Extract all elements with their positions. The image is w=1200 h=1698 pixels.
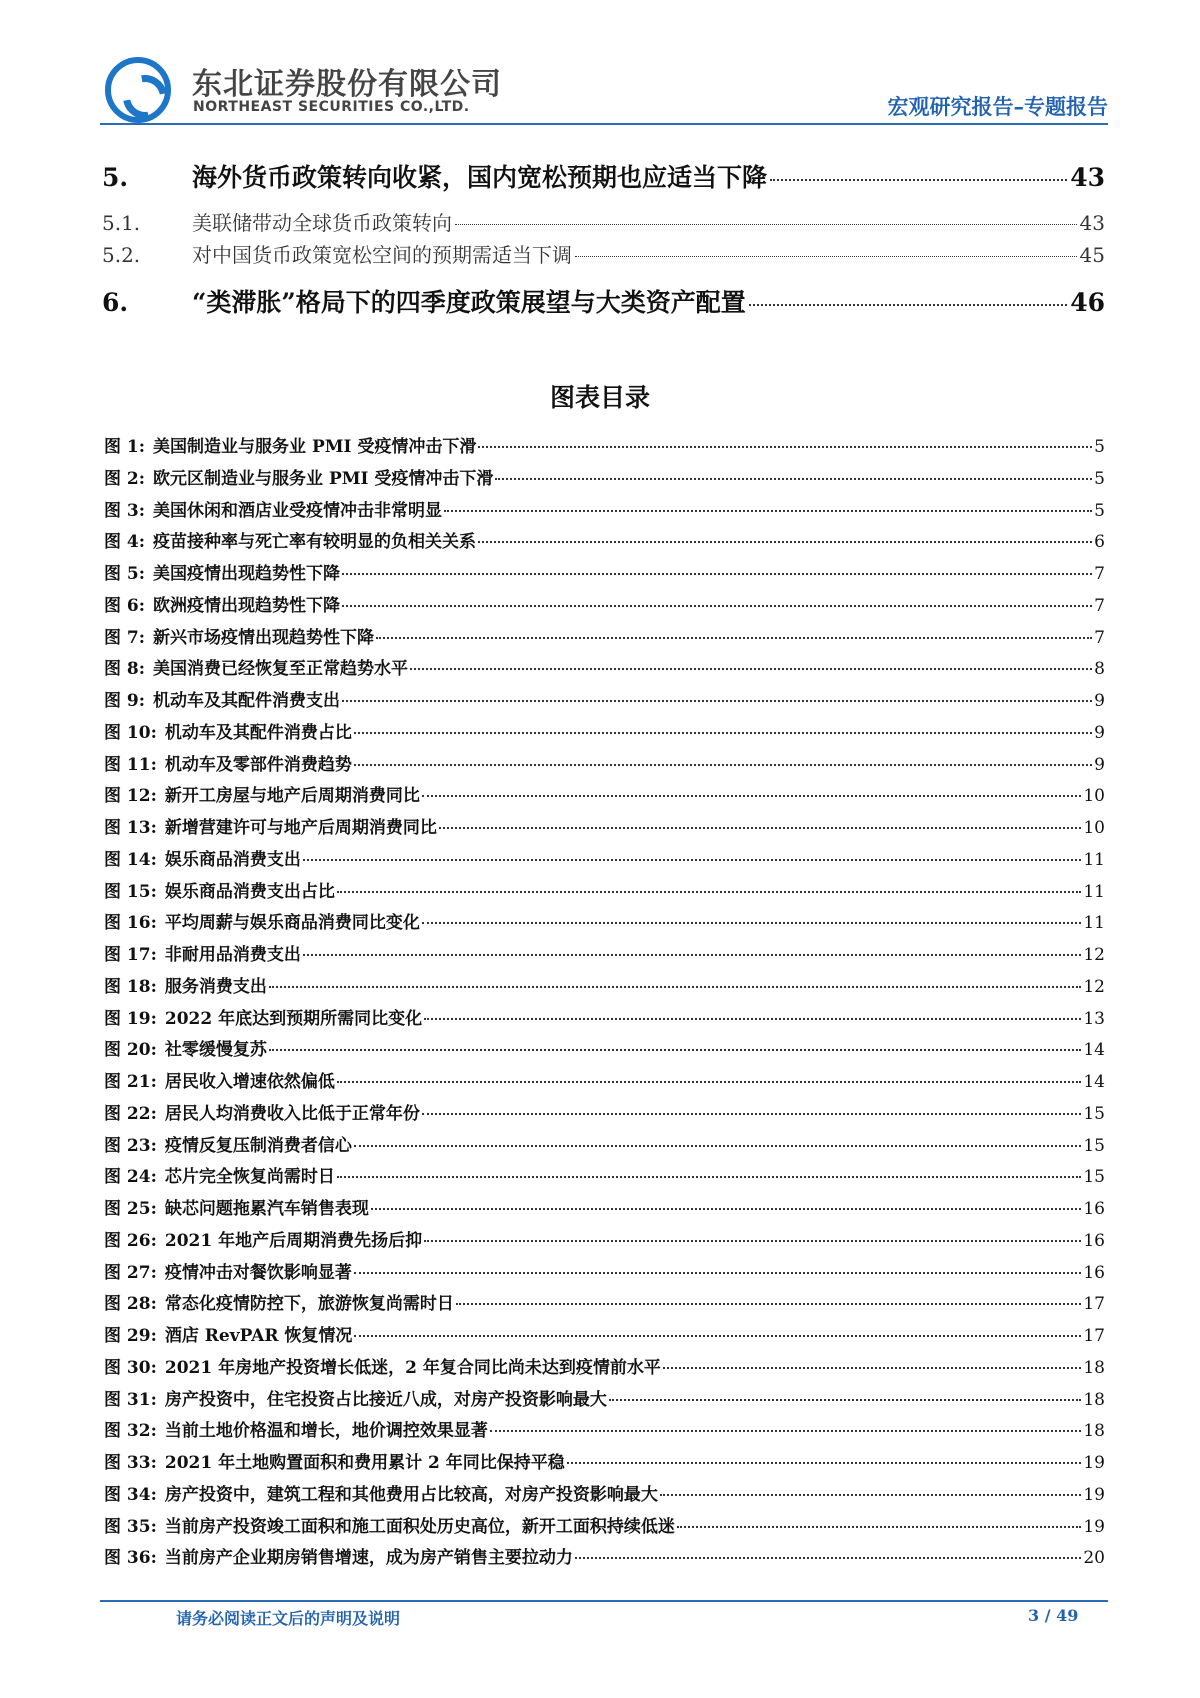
figure-label: 图 36:: [104, 1548, 157, 1569]
figure-page: 15: [1083, 1167, 1105, 1188]
figure-entry[interactable]: [104, 845, 1105, 870]
figure-label: 图 35:: [104, 1516, 157, 1537]
dot-leader: [410, 668, 1092, 670]
figure-title: 美国休闲和酒店业受疫情冲击非常明显: [153, 500, 443, 521]
figure-label: 图 1:: [104, 437, 146, 457]
dot-leader: [456, 1303, 1082, 1305]
figure-entry[interactable]: [104, 1385, 1105, 1410]
figure-label: 图 26:: [104, 1230, 157, 1251]
dot-leader: [337, 1176, 1082, 1178]
figure-page: 12: [1083, 945, 1105, 965]
figure-title: 缺芯问题拖累汽车销售表现: [164, 1199, 369, 1219]
figure-label: 图 29:: [104, 1326, 157, 1346]
figure-label: 图 4:: [104, 532, 146, 553]
figure-entry[interactable]: [104, 718, 1105, 743]
figure-entry[interactable]: [104, 1480, 1105, 1505]
figure-entry[interactable]: [104, 813, 1105, 838]
figure-title: 服务消费支出: [164, 976, 267, 997]
figure-entry[interactable]: [104, 1448, 1105, 1473]
report-type: 宏观研究报告–专题报告: [887, 94, 1108, 119]
figure-title: 居民收入增速依然偏低: [164, 1072, 335, 1092]
figure-label: 图 3:: [104, 500, 146, 521]
figure-title: 酒店 RevPAR 恢复情况: [164, 1326, 353, 1346]
company-name-en: NORTHEAST SECURITIES CO.,LTD.: [193, 99, 470, 115]
dot-leader: [376, 637, 1092, 639]
figure-entry[interactable]: [104, 496, 1105, 521]
figure-title: 房产投资中，建筑工程和其他费用占比较高，对房产投资影响最大: [164, 1484, 658, 1505]
figure-label: 图 9:: [104, 691, 146, 711]
figure-entry[interactable]: [104, 527, 1105, 552]
figure-page: 20: [1083, 1548, 1105, 1569]
figure-page: 18: [1083, 1357, 1105, 1378]
figure-title: 当前土地价格温和增长，地价调控效果显著: [164, 1421, 488, 1442]
figure-entry[interactable]: [104, 908, 1105, 933]
dot-leader: [609, 1399, 1082, 1401]
figure-label: 图 10:: [104, 722, 157, 743]
toc-page: 46: [1070, 288, 1105, 317]
figure-label: 图 23:: [104, 1135, 157, 1156]
figure-entry[interactable]: [104, 877, 1105, 902]
figure-title: 居民人均消费收入比低于正常年份: [164, 1103, 420, 1124]
figure-page: 5: [1094, 437, 1105, 457]
toc-entry[interactable]: [102, 239, 1105, 268]
figure-title: 非耐用品消费支出: [164, 945, 301, 965]
toc-page: 45: [1079, 243, 1105, 267]
dot-leader: [575, 1557, 1082, 1559]
dot-leader: [495, 478, 1092, 480]
figure-page: 5: [1094, 500, 1105, 521]
figure-page: 13: [1083, 1008, 1105, 1029]
dot-leader: [490, 1430, 1082, 1432]
figure-entry[interactable]: [104, 686, 1105, 711]
figure-label: 图 22:: [104, 1103, 157, 1124]
figure-title: 疫苗接种率与死亡率有较明显的负相关关系: [153, 532, 477, 553]
dot-leader: [342, 573, 1092, 575]
figure-page: 14: [1083, 1072, 1105, 1092]
figure-entry[interactable]: [104, 559, 1105, 584]
figure-title: 2021 年土地购置面积和费用累计 2 年同比保持平稳: [164, 1453, 565, 1473]
figure-page: 18: [1083, 1421, 1105, 1442]
figure-title: 疫情冲击对餐饮影响显著: [164, 1262, 352, 1283]
figure-label: 图 33:: [104, 1453, 157, 1473]
figure-label: 图 6:: [104, 595, 146, 616]
figure-title: 美国疫情出现趋势性下降: [153, 564, 341, 584]
toc-number: 6.: [102, 288, 129, 317]
figure-label: 图 12:: [104, 786, 157, 807]
figure-label: 图 18:: [104, 976, 157, 997]
dot-leader: [770, 179, 1067, 181]
dot-leader: [354, 1145, 1082, 1147]
figure-entry[interactable]: [104, 1035, 1105, 1060]
figure-entry[interactable]: [104, 1067, 1105, 1092]
figure-entry[interactable]: [104, 1162, 1105, 1187]
list-of-figures-title: 图表目录: [549, 383, 650, 412]
figure-label: 图 19:: [104, 1008, 157, 1029]
figure-label: 图 15:: [104, 881, 157, 902]
figure-entry[interactable]: [104, 1226, 1105, 1251]
toc-title: 美联储带动全球货币政策转向: [192, 211, 452, 235]
figure-label: 图 16:: [104, 913, 157, 934]
figure-title: 欧洲疫情出现趋势性下降: [153, 595, 341, 616]
figure-page: 17: [1083, 1294, 1105, 1315]
figure-title: 机动车及零部件消费趋势: [164, 754, 352, 775]
toc-title: 海外货币政策转向收紧，国内宽松预期也应适当下降: [192, 163, 768, 192]
toc-title: 对中国货币政策宽松空间的预期需适当下调: [192, 243, 572, 267]
toc-entry[interactable]: [102, 158, 1105, 194]
dot-leader: [422, 922, 1082, 924]
dot-leader: [663, 1367, 1082, 1369]
figure-title: 新兴市场疫情出现趋势性下降: [153, 627, 375, 648]
figure-label: 图 21:: [104, 1072, 157, 1092]
dot-leader: [354, 1335, 1081, 1337]
figure-page: 15: [1083, 1135, 1105, 1156]
figure-page: 11: [1083, 849, 1105, 870]
figure-entry[interactable]: [104, 464, 1105, 489]
figure-entry[interactable]: [104, 781, 1105, 806]
figure-title: 新增营建许可与地产后周期消费同比: [164, 818, 437, 838]
figure-title: 美国制造业与服务业 PMI 受疫情冲击下滑: [153, 437, 477, 457]
figure-page: 18: [1083, 1389, 1105, 1410]
dot-leader: [371, 1208, 1082, 1210]
figure-label: 图 25:: [104, 1199, 157, 1219]
figure-page: 7: [1094, 627, 1105, 648]
figure-label: 图 28:: [104, 1294, 157, 1315]
dot-leader: [439, 827, 1082, 829]
figure-label: 图 13:: [104, 818, 157, 838]
figure-page: 11: [1083, 881, 1105, 902]
figure-page: 9: [1094, 691, 1105, 711]
figure-entry[interactable]: [104, 1321, 1105, 1346]
dot-leader: [422, 795, 1082, 797]
figure-page: 16: [1083, 1199, 1105, 1219]
figure-label: 图 34:: [104, 1484, 157, 1505]
figure-label: 图 27:: [104, 1262, 157, 1283]
figure-label: 图 17:: [104, 945, 157, 965]
toc-number: 5.2.: [102, 243, 141, 267]
figure-page: 12: [1083, 976, 1105, 997]
figure-page: 8: [1094, 659, 1105, 680]
figure-entry[interactable]: [104, 1289, 1105, 1314]
figure-label: 图 32:: [104, 1421, 157, 1442]
figure-entry[interactable]: [104, 750, 1105, 775]
dot-leader: [567, 1462, 1082, 1464]
figure-title: 当前房产投资竣工面积和施工面积处历史高位，新开工面积持续低迷: [164, 1516, 675, 1537]
toc-entry[interactable]: [102, 207, 1105, 236]
footer-rule: [100, 1600, 1108, 1602]
figure-title: 新开工房屋与地产后周期消费同比: [164, 786, 420, 807]
figure-page: 14: [1083, 1040, 1105, 1061]
figure-title: 2021 年房地产投资增长低迷，2 年复合同比尚未达到疫情前水平: [164, 1357, 661, 1378]
figure-title: 常态化疫情防控下，旅游恢复尚需时日: [164, 1294, 454, 1315]
figure-page: 19: [1083, 1484, 1105, 1505]
figure-page: 7: [1094, 564, 1105, 584]
figure-page: 19: [1083, 1516, 1105, 1537]
figure-entry[interactable]: [104, 972, 1105, 997]
figure-title: 2021 年地产后周期消费先扬后抑: [164, 1230, 423, 1251]
figure-title: 当前房产企业期房销售增速，成为房产销售主要拉动力: [164, 1548, 573, 1569]
toc-number: 5.1.: [102, 211, 141, 235]
dot-leader: [354, 732, 1092, 734]
dot-leader: [478, 541, 1092, 543]
footer-disclaimer: 请务必阅读正文后的声明及说明: [176, 1609, 401, 1628]
dot-leader: [342, 700, 1092, 702]
toc-title: “类滞胀”格局下的四季度政策展望与大类资产配置: [192, 288, 746, 317]
figure-page: 7: [1094, 595, 1105, 616]
figure-entry[interactable]: [104, 1543, 1105, 1568]
figure-entry[interactable]: [104, 432, 1105, 457]
dot-leader: [337, 1081, 1082, 1083]
figure-page: 16: [1083, 1230, 1105, 1251]
figure-label: 图 7:: [104, 627, 146, 648]
dot-leader: [424, 1018, 1081, 1020]
dot-leader: [575, 256, 1077, 257]
page-header: [100, 55, 1108, 125]
page-number: 3 / 49: [1028, 1606, 1079, 1625]
figure-title: 疫情反复压制消费者信心: [164, 1135, 352, 1156]
figure-title: 娱乐商品消费支出占比: [164, 881, 335, 902]
figure-title: 平均周薪与娱乐商品消费同比变化: [164, 913, 420, 934]
figure-title: 欧元区制造业与服务业 PMI 受疫情冲击下滑: [153, 468, 494, 489]
figure-entry[interactable]: [104, 1512, 1105, 1537]
figure-entry[interactable]: [104, 654, 1105, 679]
figure-entry[interactable]: [104, 591, 1105, 616]
dot-leader: [342, 605, 1092, 607]
dot-leader: [444, 510, 1092, 512]
figure-title: 机动车及其配件消费占比: [164, 722, 352, 743]
figure-title: 房产投资中，住宅投资占比接近八成，对房产投资影响最大: [164, 1389, 607, 1410]
toc-page: 43: [1079, 211, 1105, 235]
figure-page: 15: [1083, 1103, 1105, 1124]
company-logo-icon: [105, 57, 171, 123]
dot-leader: [269, 1049, 1082, 1051]
figure-title: 2022 年底达到预期所需同比变化: [164, 1008, 423, 1029]
dot-leader: [337, 891, 1082, 893]
figure-title: 芯片完全恢复尚需时日: [164, 1167, 335, 1188]
dot-leader: [422, 1113, 1082, 1115]
figure-title: 机动车及其配件消费支出: [153, 691, 341, 711]
figure-label: 图 24:: [104, 1167, 157, 1188]
dot-leader: [478, 446, 1092, 448]
toc-number: 5.: [102, 163, 129, 192]
figure-entry[interactable]: [104, 1258, 1105, 1283]
dot-leader: [269, 986, 1082, 988]
dot-leader: [424, 1240, 1081, 1242]
dot-leader: [660, 1494, 1082, 1496]
figure-label: 图 8:: [104, 659, 146, 680]
figure-entry[interactable]: [104, 940, 1105, 965]
figure-page: 10: [1083, 818, 1105, 838]
toc-entry[interactable]: [102, 283, 1105, 319]
dot-leader: [354, 1272, 1082, 1274]
dot-leader: [303, 859, 1082, 861]
figure-page: 9: [1094, 722, 1105, 743]
figure-page: 5: [1094, 468, 1105, 489]
figure-entry[interactable]: [104, 1099, 1105, 1124]
figure-label: 图 5:: [104, 564, 146, 584]
figure-label: 图 30:: [104, 1357, 157, 1378]
figure-entry[interactable]: [104, 1194, 1105, 1219]
figure-page: 16: [1083, 1262, 1105, 1283]
dot-leader: [354, 764, 1092, 766]
figure-entry[interactable]: [104, 1353, 1105, 1378]
figure-label: 图 14:: [104, 849, 157, 870]
figure-label: 图 11:: [104, 754, 157, 775]
figure-title: 娱乐商品消费支出: [164, 849, 301, 870]
figure-page: 11: [1083, 913, 1105, 934]
figure-title: 美国消费已经恢复至正常趋势水平: [153, 659, 409, 680]
figure-label: 图 31:: [104, 1389, 157, 1410]
figure-entry[interactable]: [104, 1131, 1105, 1156]
figure-page: 17: [1083, 1326, 1105, 1346]
figure-title: 社零缓慢复苏: [164, 1040, 267, 1061]
figure-entry[interactable]: [104, 623, 1105, 648]
figure-page: 6: [1094, 532, 1105, 553]
figure-page: 10: [1083, 786, 1105, 807]
dot-leader: [455, 224, 1077, 225]
toc-page: 43: [1070, 163, 1105, 192]
dot-leader: [749, 304, 1067, 306]
figure-page: 19: [1083, 1453, 1105, 1473]
figure-label: 图 20:: [104, 1040, 157, 1061]
figure-page: 9: [1094, 754, 1105, 775]
dot-leader: [677, 1526, 1082, 1528]
dot-leader: [303, 954, 1082, 956]
figure-entry[interactable]: [104, 1416, 1105, 1441]
figure-label: 图 2:: [104, 468, 146, 489]
figure-entry[interactable]: [104, 1004, 1105, 1029]
company-name-cn: 东北证券股份有限公司: [192, 67, 502, 102]
